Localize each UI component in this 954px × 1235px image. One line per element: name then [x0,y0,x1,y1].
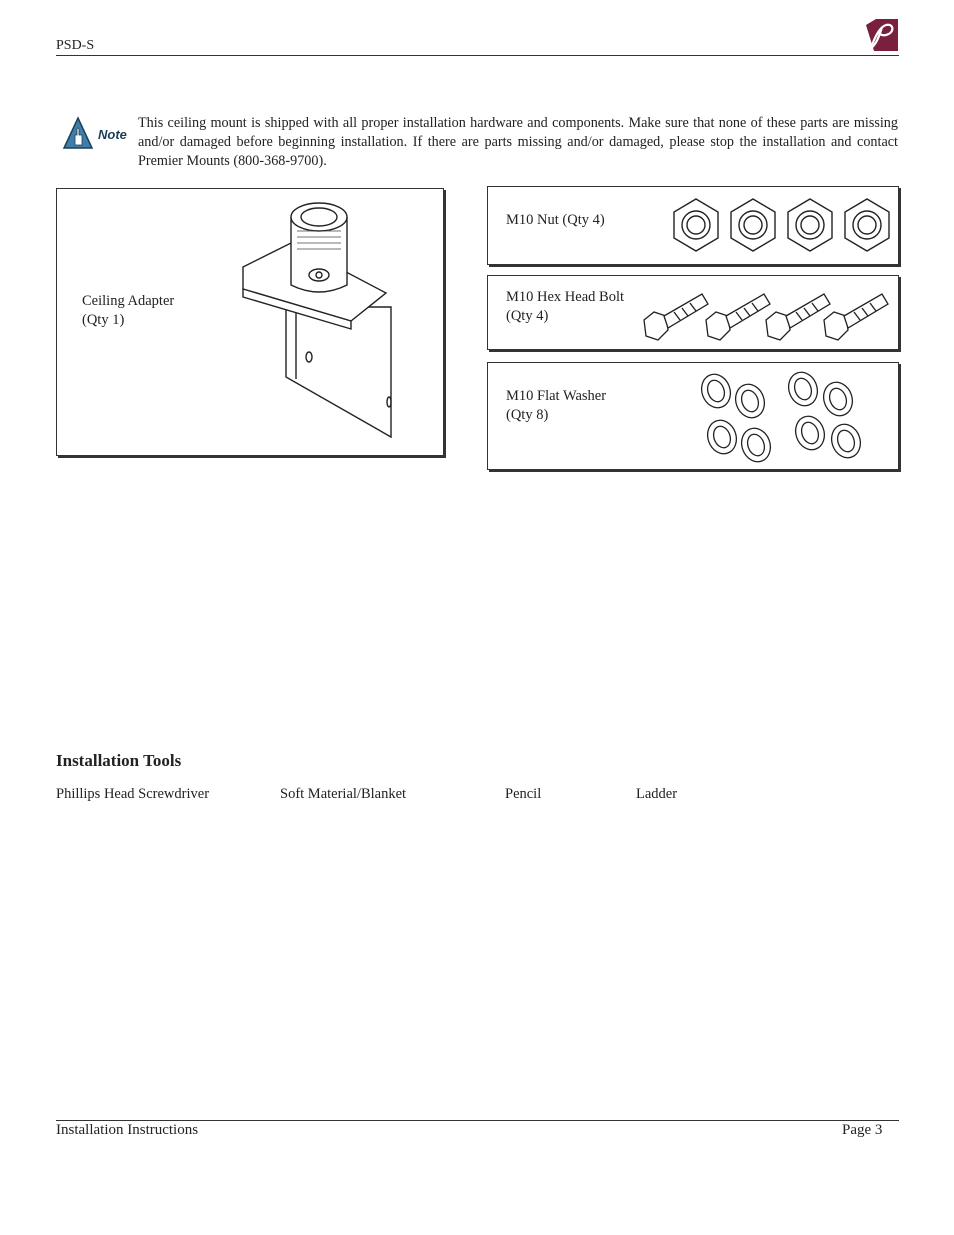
header-product-code: PSD-S [56,38,95,53]
installation-tools-title: Installation Tools [56,751,182,770]
washer-qty: (Qty 8) [506,407,549,423]
footer-doc-title: Installation Instructions [56,1122,199,1138]
washer-illustration [698,369,888,465]
tool-item: Phillips Head Screwdriver [56,786,210,802]
bolt-illustration [642,282,896,344]
washer-name: M10 Flat Washer [506,388,607,404]
bolt-name: M10 Hex Head Bolt [506,289,624,305]
note-text: This ceiling mount is shipped with all proper installation hardware and components. Make sure that none of these parts are missing and/or damaged before beginning installation. If there are parts missing and/or damaged, please stop the installation and contact Premier Mounts (800-368-9700). [138,115,898,169]
footer-page-number: Page 3 [842,1122,883,1138]
nut-illustration [668,195,898,257]
note-icon-label: Note [98,127,127,142]
bolt-qty: (Qty 4) [506,308,549,324]
tool-item: Soft Material/Blanket [280,786,407,802]
part-box-washer [487,362,899,470]
ceiling-adapter-illustration [241,197,411,447]
footer-rule [56,1120,899,1121]
premier-mounts-logo [864,17,900,53]
header-rule [56,55,899,56]
ceiling-adapter-name: Ceiling Adapter [82,293,175,309]
tool-item: Pencil [505,786,542,802]
tool-item: Ladder [636,786,678,802]
ceiling-adapter-qty: (Qty 1) [82,312,125,328]
part-box-bolt [487,275,899,350]
part-box-nut [487,186,899,265]
nut-name: M10 Nut (Qty 4) [506,212,605,228]
note-icon [62,116,134,152]
part-box-ceiling-adapter [56,188,444,456]
